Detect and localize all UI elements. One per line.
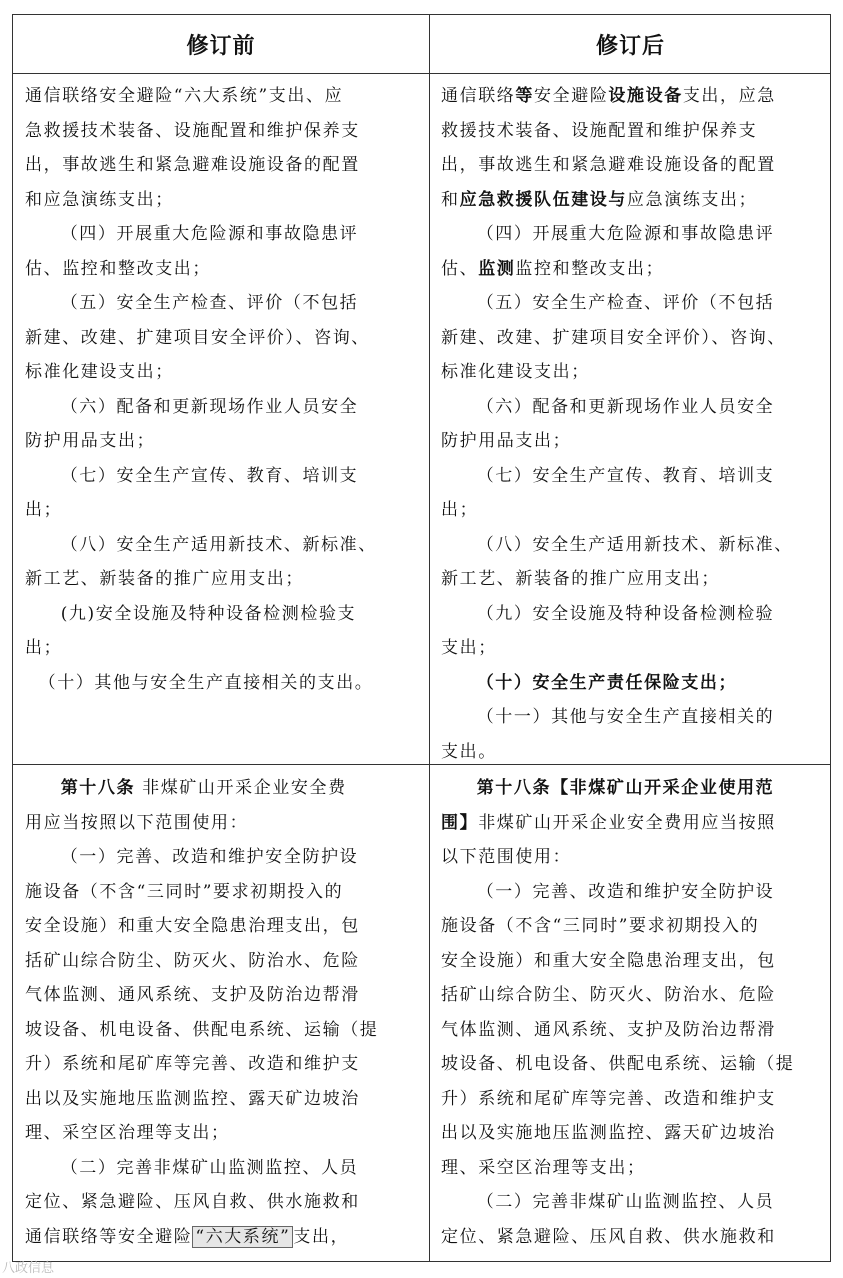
text-span: 支出，: [293, 1226, 350, 1247]
text-span: 安全避险: [534, 86, 609, 106]
text-line: （六）配备和更新现场作业人员安全: [60, 396, 359, 417]
revised-text: 应急救援队伍建设与: [459, 189, 628, 210]
text-line: 气体监测、通风系统、支护及防治边帮滑: [441, 1019, 776, 1040]
text-line: 出以及实施地压监测监控、露天矿边坡治: [25, 1088, 360, 1109]
comparison-table: [12, 14, 831, 1262]
text-span: 非煤矿山开采企业安全费用应当按照: [478, 812, 776, 833]
text-line: 出；: [441, 500, 479, 520]
text-line: 定位、紧急避险、压风自救、供水施救和: [25, 1192, 360, 1212]
cell-bottom-after: [441, 771, 825, 1254]
text-line: 升）系统和尾矿库等完善、改造和维护支: [25, 1054, 360, 1074]
text-line: （一）完善、改造和维护安全防护设: [476, 881, 775, 902]
text-line: 支出；: [441, 638, 497, 658]
text-line: 标准化建设支出；: [441, 362, 590, 382]
text-line: 和应急演练支出；: [25, 189, 174, 210]
text-line: [441, 79, 825, 114]
text-line: 出；: [25, 638, 63, 658]
cell-top-after: [441, 79, 825, 769]
text-line: 支出。: [441, 741, 497, 762]
text-line: 防护用品支出；: [441, 431, 572, 451]
text-line: （九）安全设施及特种设备检测检验: [476, 603, 775, 624]
text-line: 出，事故逃生和紧急避难设施设备的配置: [441, 155, 776, 175]
text-line: [441, 183, 825, 218]
header-before: 修订前: [186, 33, 256, 59]
watermark: 八政信息: [2, 1261, 55, 1276]
text-line: 通信联络安全避险“六大系统”支出、应: [25, 86, 344, 106]
text-line: 急救援技术装备、设施配置和维护保养支: [25, 120, 360, 141]
text-line: （七）安全生产宣传、教育、培训支: [476, 465, 775, 486]
text-line: 估、监控和整改支出；: [25, 258, 211, 279]
text-line: （十）其他与安全生产直接相关的支出。: [38, 672, 374, 693]
text-span: 通信联络等安全避险: [25, 1226, 193, 1247]
text-span: 通信联络: [441, 86, 516, 106]
text-line: [441, 666, 825, 701]
text-line: [25, 771, 421, 806]
text-line: （二）完善非煤矿山监测监控、人员: [60, 1157, 359, 1178]
text-line: 括矿山综合防尘、防灭火、防治水、危险: [441, 985, 776, 1005]
text-line: 新建、改建、扩建项目安全评价）、咨询、: [441, 327, 786, 348]
text-line: 升）系统和尾矿库等完善、改造和维护支: [441, 1088, 776, 1109]
revised-text: 设施设备: [608, 86, 683, 106]
text-line: 理、采空区治理等支出；: [441, 1157, 646, 1178]
text-line: （六）配备和更新现场作业人员安全: [476, 396, 775, 417]
text-line: 新工艺、新装备的推广应用支出；: [25, 569, 304, 589]
text-line: （四）开展重大危险源和事故隐患评: [60, 224, 359, 244]
text-line: 括矿山综合防尘、防灭火、防治水、危险: [25, 950, 360, 971]
text-line: （一）完善、改造和维护安全防护设: [60, 847, 359, 867]
text-line: （十一）其他与安全生产直接相关的: [476, 707, 775, 727]
text-line: 安全设施）和重大安全隐患治理支出，包: [441, 950, 776, 971]
text-span: 非煤矿山开采企业安全费: [135, 778, 347, 798]
highlighted-text: “六大系统”: [192, 1226, 293, 1248]
cell-top-before: [25, 79, 421, 700]
article-title: 围】: [441, 812, 479, 833]
text-line: 新建、改建、扩建项目安全评价）、咨询、: [25, 327, 370, 348]
revised-text: （十）安全生产责任保险支出；: [476, 672, 738, 693]
text-line: （五）安全生产检查、评价（不包括: [60, 293, 359, 313]
article-title: 第十八条: [60, 778, 136, 798]
text-span: 估、: [441, 258, 479, 279]
text-line: 出以及实施地压监测监控、露天矿边坡治: [441, 1123, 776, 1143]
text-line: 施设备（不含“三同时”要求初期投入的: [25, 881, 344, 902]
text-span: 应急演练支出；: [627, 189, 758, 210]
revised-text: 等: [515, 86, 535, 106]
text-line: 新工艺、新装备的推广应用支出；: [441, 569, 720, 589]
text-line: （八）安全生产适用新技术、新标准、: [60, 534, 377, 555]
text-line: 出；: [25, 500, 63, 520]
column-divider: [429, 15, 430, 1261]
text-line: 气体监测、通风系统、支护及防治边帮滑: [25, 985, 360, 1005]
article-title: 第十八条【非煤矿山开采企业使用范: [476, 778, 775, 798]
text-line: 施设备（不含“三同时”要求初期投入的: [441, 916, 760, 936]
text-span: 监控和整改支出；: [515, 258, 665, 279]
text-line: [25, 1220, 421, 1255]
text-line: （八）安全生产适用新技术、新标准、: [476, 534, 793, 555]
text-line: 防护用品支出；: [25, 431, 156, 451]
text-line: 坡设备、机电设备、供配电系统、运输（提: [25, 1019, 379, 1040]
text-line: [441, 252, 825, 287]
text-line: 以下范围使用：: [441, 847, 572, 867]
revised-text: 监测: [478, 258, 516, 279]
cell-bottom-before: [25, 771, 421, 1254]
text-line: 坡设备、机电设备、供配电系统、运输（提: [441, 1054, 795, 1074]
text-line: （四）开展重大危险源和事故隐患评: [476, 224, 775, 244]
text-line: 理、采空区治理等支出；: [25, 1123, 230, 1143]
text-line: （七）安全生产宣传、教育、培训支: [60, 465, 359, 486]
text-line: （五）安全生产检查、评价（不包括: [476, 293, 775, 313]
text-line: 标准化建设支出；: [25, 362, 174, 382]
header-after: 修订后: [595, 33, 665, 59]
text-line: (九)安全设施及特种设备检测检验支: [60, 603, 357, 624]
text-span: 和: [441, 189, 460, 210]
text-line: 定位、紧急避险、压风自救、供水施救和: [441, 1226, 776, 1247]
text-line: 出，事故逃生和紧急避难设施设备的配置: [25, 155, 360, 175]
text-line: [441, 806, 825, 841]
text-line: 用应当按照以下范围使用：: [25, 812, 249, 833]
text-span: 支出，应急: [682, 86, 776, 106]
text-line: [441, 771, 825, 806]
text-line: 救援技术装备、设施配置和维护保养支: [441, 120, 758, 141]
header-divider: [13, 73, 830, 74]
text-line: 安全设施）和重大安全隐患治理支出，包: [25, 916, 360, 936]
text-line: （二）完善非煤矿山监测监控、人员: [476, 1192, 775, 1212]
